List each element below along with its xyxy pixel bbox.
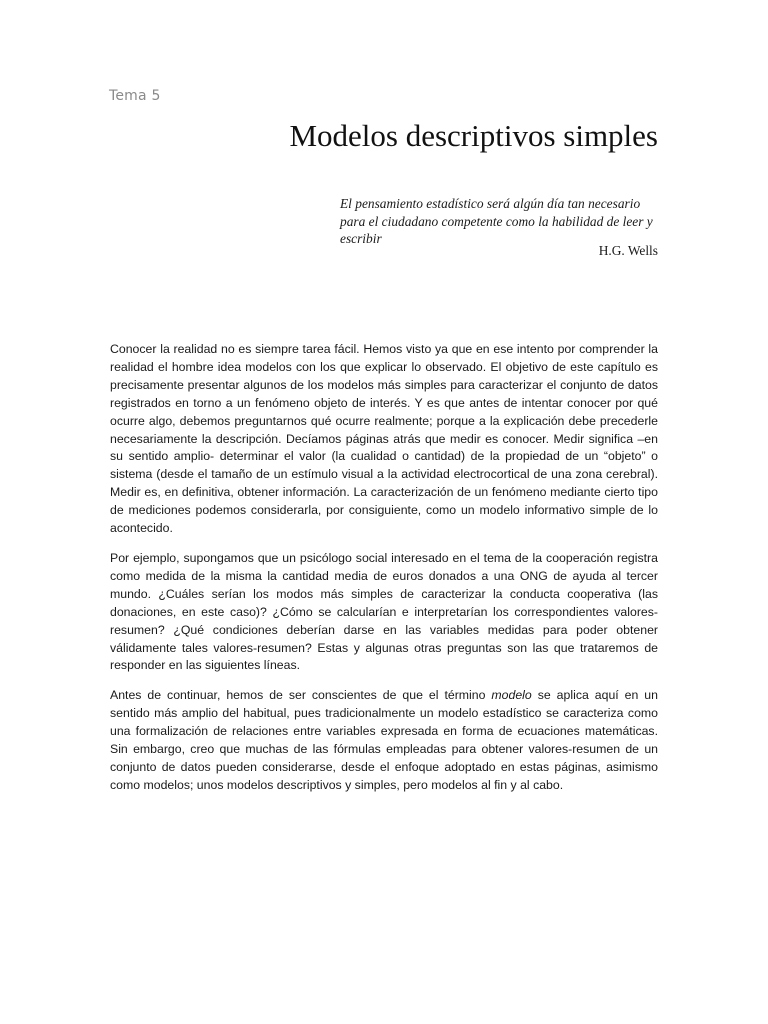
body-paragraph-3-after: se aplica aquí en un sentido más amplio del habitual, pues tradicionalmente un modelo estadístico se caracteriza como una formalización de relaciones entre variables expresada en forma de ecuaciones matemáticas. Sin embargo, creo que muchas de las fórmulas empleadas para obtener valores-resumen de un conjunto de datos pueden considerarse, desde el enfoque adoptado en estas páginas, asimismo como modelos; unos modelos descriptivos y simples, pero modelos al fin y al cabo.	[110, 688, 658, 792]
body-text	[110, 341, 658, 807]
body-paragraph-3	[110, 687, 658, 794]
chapter-title: Modelos descriptivos simples	[289, 118, 658, 153]
epigraph-quote: El pensamiento estadístico será algún día tan necesario para el ciudadano competente como la habilidad de leer y escribir	[340, 196, 653, 246]
body-paragraph-1: Conocer la realidad no es siempre tarea fácil. Hemos visto ya que en ese intento por comprender la realidad el hombre idea modelos con los que explicar lo observado. El objetivo de este capítulo es precisamente presentar algunos de los modelos más simples para caracterizar el conjunto de datos registrados en torno a un fenómeno objeto de interés. Y es que antes de intentar conocer por qué ocurre algo, debemos preguntarnos qué ocurre realmente; porque a la explicación debe precederle necesariamente la descripción. Decíamos páginas atrás que medir es conocer. Medir significa –en su sentido amplio- determinar el valor (la cualidad o cantidad) de la propiedad de un “objeto” o sistema (desde el tamaño de un estímulo visual a la actividad electrocortical de una zona cerebral). Medir es, en definitiva, obtener información. La caracterización de un fenómeno mediante cierto tipo de mediciones podemos considerarla, por consiguiente, como un modelo informativo simple de lo acontecido.	[110, 342, 658, 536]
chapter-label: Tema 5	[109, 88, 161, 104]
body-paragraph-3-before: Antes de continuar, hemos de ser conscientes de que el término	[110, 688, 492, 703]
body-paragraph-2: Por ejemplo, supongamos que un psicólogo social interesado en el tema de la cooperación registra como medida de la misma la cantidad media de euros donados a una ONG de ayuda al tercer mundo. ¿Cuáles serían los modos más simples de caracterizar la conducta cooperativa (las donaciones, en este caso)? ¿Cómo se calcularían e interpretarían los correspondientes valores-resumen? ¿Qué condiciones deberían darse en las variables medidas para poder obtener válidamente tales valores-resumen? Estas y algunas otras preguntas son las que trataremos de responder en las siguientes líneas.	[110, 550, 658, 673]
term-modelo: modelo	[491, 688, 532, 703]
epigraph-author: H.G. Wells	[598, 243, 658, 258]
